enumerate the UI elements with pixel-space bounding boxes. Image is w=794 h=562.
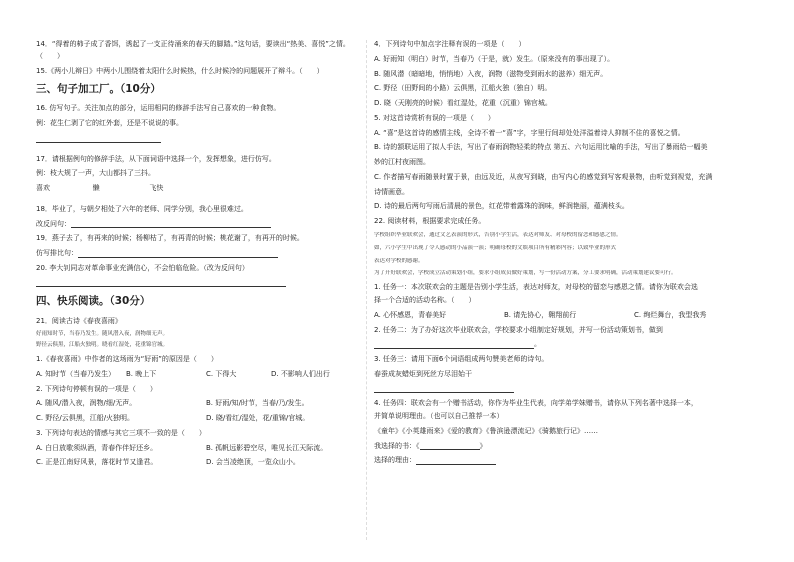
option-a[interactable]: A. 白日放歌须纵酒，青春作伴好还乡。 [36,443,158,452]
question-17-words [36,184,206,193]
option-b[interactable]: B. 孤帆远影碧空尽，唯见长江天际流。 [206,443,328,452]
reason-input[interactable] [416,457,496,465]
option-a[interactable]: A. 心怀感恩，青春美好 [374,310,447,319]
question-22: 22. 阅读材料，根据要求完成任务。 [374,217,486,225]
material-line: 学校组织毕业联欢会，通过文艺表演的形式，告别小学生活，表达对师友、对母校的留恋和感恩之情。 [374,231,622,238]
book-choice-input[interactable] [420,442,480,450]
section-4-heading: 四、快乐阅读。（30分） [36,295,151,308]
option-c[interactable]: C. 野径（田野间的小路）云俱黑，江船火独（独自）明。 [374,84,552,93]
option-b[interactable]: B. 好雨/知/时节，当春/乃/发生。 [206,399,309,408]
task-2: 2. 任务二：为了办好这次毕业联欢会，学校要求小组制定好规划，并写一份活动策划书，做到 [374,325,663,334]
question-20: 20. 李大钊同志对革命事业充满信心，不会怕临危险。（改为反问句） [36,263,249,272]
option-b[interactable]: B. 诗的颔联运用了拟人手法，写出了春雨润物轻柔的特点 第五、六句运用比喻的手法，写出了暴雨给一幅美 [374,143,708,152]
option-a[interactable]: A. 好雨知（明白）时节，当春乃（于是，就）发生。（原来没有的事出现了）。 [374,54,615,63]
question-18: 18．毕业了，与朝夕相处了六年的老师、同学分别，我心里很难过。 [36,204,248,213]
task-1-cont: 择一个合适的活动名称。（ ） [374,296,476,304]
question-21-3-options-row1 [36,444,376,453]
answer-line-20[interactable] [36,279,286,287]
option-b-cont: 妙的江村夜雨图。 [374,158,430,166]
question-19: 19．燕子去了，有再来的时候；杨柳枯了，有再青的时候；桃花谢了，有再开的时候。 [36,234,304,243]
option-a[interactable]: A. “喜”是这首诗的感情主线，全诗不着一“喜”字，字里行间却处处洋溢着诗人抑制不住的喜悦之情。 [374,128,685,137]
question-17-example: 例：枝大规了一声，大山都抖了三抖。 [36,169,155,178]
right-column [374,40,764,471]
answer-line-19[interactable] [78,250,278,258]
option-c-cont: 诗情画意。 [374,187,409,196]
option-d[interactable]: D. 不影响人们出行 [271,369,330,378]
option-a[interactable]: A. 随风/潜入夜，润物/细/无声。 [36,399,137,408]
question-16: 16. 仿写句子。关注加点的部分，运用相同的修辞手法写自己喜欢的一种食物。 [36,104,281,113]
option-b[interactable]: B. 晚上下 [126,369,157,378]
question-17: 17．请根据例句的修辞手法，从下面词语中选择一个，发挥想象，进行仿写。 [36,154,276,163]
choose-book-label: 我选择的书：《 [374,441,420,450]
task-4-cont: 并简单说明理由。（也可以自己推荐一本） [374,412,504,420]
option-d[interactable]: D. 会当凌绝顶，一览众山小。 [206,458,300,467]
task-3-words: 春蚕成灰蜡炬到死丝方尽泪始干 [374,369,472,378]
option-c[interactable]: C. 下得大 [206,369,237,378]
question-16-example: 例：花生仁剥了它的红外套，还是不说说的事。 [36,119,183,128]
option-a[interactable]: A. 知时节（当春乃发生） [36,369,116,378]
question-21: 21．阅读古诗《春夜喜雨》 [36,316,122,325]
option-c[interactable]: C. 野径/云俱黑，江船/火独明。 [36,414,135,422]
option-b[interactable]: B. 随风潜（暗暗地，悄悄地）入夜，润物（滋物受到雨水的滋养）细无声。 [374,69,608,78]
task-3: 3. 任务三：请用下面6个词语组成两句赞美老师的诗句。 [374,355,549,363]
option-c[interactable]: C. 绚烂舞台，我型我秀 [634,310,707,319]
question-15: 15.《两小儿辩日》中两小儿围绕着太阳什么时候热，什么时候冷的问题展开了辩斗。（ ） [36,66,324,75]
answer-line-task-3[interactable] [374,385,514,393]
task-2-end: 。 [534,340,541,349]
material-line: 如，六小学生中出现了令人感动的小品演一演；明确母校的文娱项目所有精彩内容；以致毕业的形式 [374,244,617,251]
task-1: 1. 任务一：本次联欢会的主题是告别小学生活，表达对师友，对母校的留恋与感恩之情。请你为联欢会选 [374,283,698,292]
task-1-options [374,311,764,320]
word-option: 飞快 [149,184,164,193]
answer-line-task-2[interactable] [374,341,534,349]
option-c[interactable]: C. 正是江南好风景，落花时节又逢君。 [36,458,158,467]
option-d[interactable]: D. 晓/看红/湿处，花/重锦/官城。 [206,414,310,422]
question-14-paren: （ ） [36,51,64,60]
answer-line-18[interactable] [71,220,271,228]
material-line: 表达对学校的感谢。 [374,257,424,264]
question-21-2-options-row2 [36,414,376,423]
question-21-1: 1.《春夜喜雨》中作者的这场雨为“好雨”的原因是（ ） [36,355,218,363]
poem-line: 好雨知时节，当春乃发生。随风潜入夜，润物细无声。 [36,331,169,338]
left-column [36,40,376,473]
choose-book-end: 》 [479,441,487,450]
question-21-3: 3. 下列诗句表达的情感与其它三项不一致的是（ ） [36,428,206,437]
answer-line-16[interactable] [36,135,161,143]
poem-line: 野径云俱黑，江船火独明。晓看红湿处，花重锦官城。 [36,342,169,349]
question-21-2: 2. 下列诗句停顿有误的一项是（ ） [36,384,157,393]
question-21-2-options-row1 [36,399,376,408]
question-19-label: 仿写排比句： [36,249,78,258]
word-option: 喜欢 [36,184,50,193]
question-18-label: 改反问句： [36,219,71,228]
section-3-heading: 三、句子加工厂。（10分） [36,83,161,96]
reason-label: 选择的理由： [374,456,416,465]
material-paragraph: 为了开好联欢会，学校成立活动策划小组，要求小组成员做好策划，写一份活动方案，分工要求明确，活动策划建议要可行。 [374,270,677,277]
task-4: 4. 任务四：联欢会有一个赠书活动，你作为毕业生代表，向学弟学妹赠书，请你从下列名著中选择一本， [374,399,698,408]
question-4: 4．下列诗句中加点字注释有误的一项是（ ） [374,40,526,48]
question-5: 5. 对这首诗赏析有误的一项是（ ） [374,113,495,122]
book-list: 《童年》《小英雄雨来》《爱的教育》《鲁滨逊漂流记》《骑鹅旅行记》…… [374,426,598,435]
question-21-1-options [36,370,376,379]
word-option: 懒 [92,184,100,193]
option-b[interactable]: B. 请先协心，翱翔前行 [504,310,577,319]
option-d[interactable]: D. 诗的最后两句写雨后清晨的景色，红花带着露珠的润味，鲜润艳丽，蕴满枝头。 [374,202,629,211]
question-14: 14．“得着的柿子成了香饵，诱起了一支正待涌来的春天的脚踏。”这句话，要读出“热美、喜悦”之情。 [36,40,350,48]
question-21-3-options-row2 [36,458,376,467]
option-c[interactable]: C. 作者描写春雨随景时置于景，由远及近，从夜写到晓，由写内心的感觉到写客观景物，由听觉到视觉，充满 [374,172,713,181]
option-d[interactable]: D. 晓（天刚亮的时候）看红湿处，花重（沉重）锦官城。 [374,99,552,107]
